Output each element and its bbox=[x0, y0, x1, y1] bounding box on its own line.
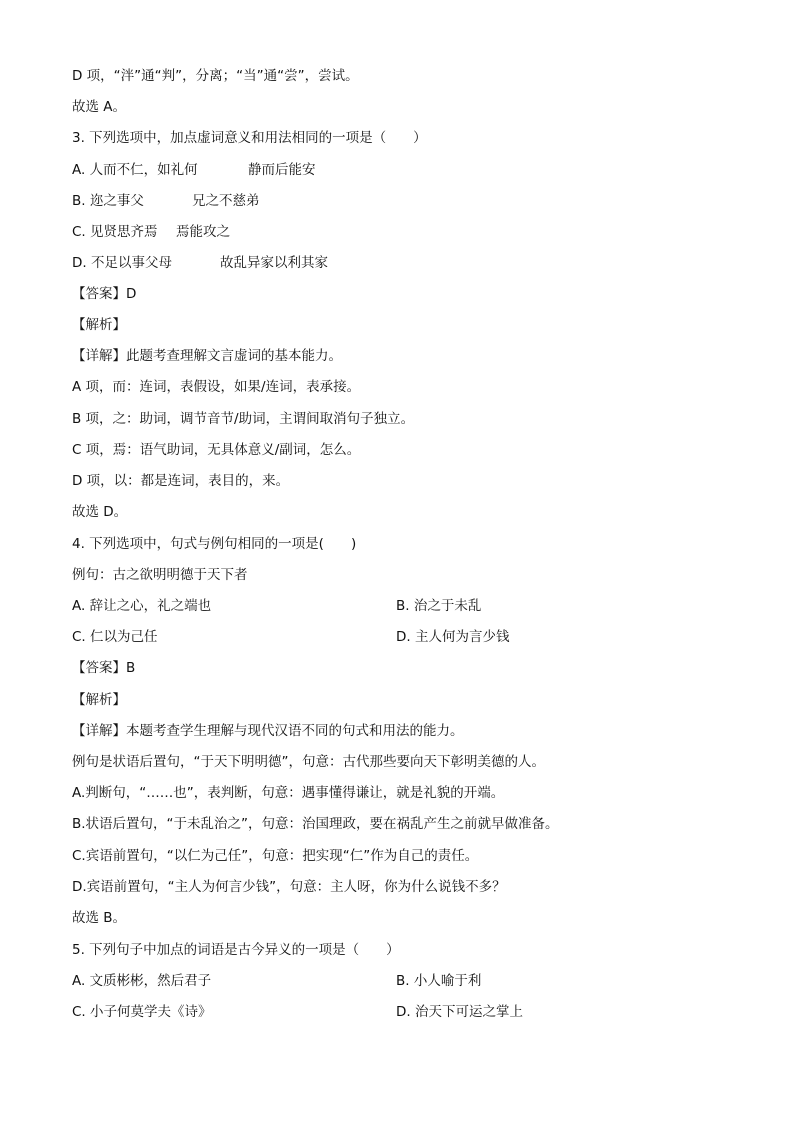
example-sentence: 例句：古之欲明明德于天下者 bbox=[72, 567, 248, 583]
q5-option-d: D. 治天下可运之掌上 bbox=[396, 1004, 523, 1020]
q5-option-c: C. 小子何莫学夫《诗》 bbox=[72, 1004, 212, 1020]
question-5-stem: 5. 下列句子中加点的词语是古今异义的一项是（ ） bbox=[72, 942, 400, 958]
q4-option-b: B. 治之于未乱 bbox=[396, 598, 482, 614]
q3-option-a bbox=[72, 160, 198, 180]
q4-option-d: D. 主人何为言少钱 bbox=[396, 629, 510, 645]
analysis-label: 【解析】 bbox=[72, 692, 126, 708]
text-line: 例句是状语后置句，“于天下明明德”，句意：古代那些要向天下彰明美德的人。 bbox=[72, 754, 545, 770]
text-line: 故选 A。 bbox=[72, 99, 127, 115]
q3-option-b-part2: 兄之不慈弟 bbox=[192, 193, 260, 209]
text-line: B 项，之：助词，调节音节/助词，主谓间取消句子独立。 bbox=[72, 411, 415, 427]
detail-line: 【详解】此题考查理解文言虚词的基本能力。 bbox=[72, 348, 342, 364]
text-line: D.宾语前置句，“主人为何言少钱”，句意：主人呀，你为什么说钱不多？ bbox=[72, 879, 506, 895]
text-line: B.状语后置句，“于未乱治之”，句意：治国理政，要在祸乱产生之前就早做准备。 bbox=[72, 816, 559, 832]
text-line: 故选 B。 bbox=[72, 910, 127, 926]
text-line: D 项，“泮”通“判”，分离；“当”通“尝”，尝试。 bbox=[72, 68, 359, 84]
q3-option-c-part1: C. 见贤思齐焉 bbox=[72, 224, 158, 240]
answer-label: 【答案】B bbox=[72, 660, 136, 676]
text-line: C.宾语前置句，“以仁为己任”，句意：把实现“仁”作为自己的责任。 bbox=[72, 848, 479, 864]
q3-option-b bbox=[72, 191, 144, 211]
q3-option-c bbox=[72, 222, 158, 242]
q5-option-a: A. 文质彬彬，然后君子 bbox=[72, 973, 212, 989]
detail-line: 【详解】本题考查学生理解与现代汉语不同的句式和用法的能力。 bbox=[72, 723, 464, 739]
q3-option-a-part2: 静而后能安 bbox=[248, 162, 316, 178]
q3-option-c-part2: 焉能攻之 bbox=[176, 224, 230, 240]
q4-option-c: C. 仁以为己任 bbox=[72, 629, 158, 645]
q3-option-d-part1: D. 不足以事父母 bbox=[72, 255, 172, 271]
question-4-stem: 4. 下列选项中，句式与例句相同的一项是( ) bbox=[72, 536, 357, 552]
analysis-label: 【解析】 bbox=[72, 317, 126, 333]
q3-option-b-part1: B. 迩之事父 bbox=[72, 193, 144, 209]
q3-option-d-part2: 故乱异家以利其家 bbox=[220, 255, 328, 271]
question-3-stem: 3. 下列选项中，加点虚词意义和用法相同的一项是（ ） bbox=[72, 130, 427, 146]
text-line: C 项，焉：语气助词，无具体意义/副词，怎么。 bbox=[72, 442, 361, 458]
text-line: 故选 D。 bbox=[72, 504, 128, 520]
answer-label: 【答案】D bbox=[72, 286, 137, 302]
q4-option-a: A. 辞让之心，礼之端也 bbox=[72, 598, 212, 614]
text-line: A 项，而：连词，表假设，如果/连词，表承接。 bbox=[72, 379, 361, 395]
text-line: D 项，以：都是连词，表目的，来。 bbox=[72, 473, 290, 489]
q3-option-d bbox=[72, 253, 172, 273]
q3-option-a-part1: A. 人而不仁，如礼何 bbox=[72, 162, 198, 178]
text-line: A.判断句，“……也”，表判断，句意：遇事懂得谦让，就是礼貌的开端。 bbox=[72, 785, 505, 801]
q5-option-b: B. 小人喻于利 bbox=[396, 973, 482, 989]
